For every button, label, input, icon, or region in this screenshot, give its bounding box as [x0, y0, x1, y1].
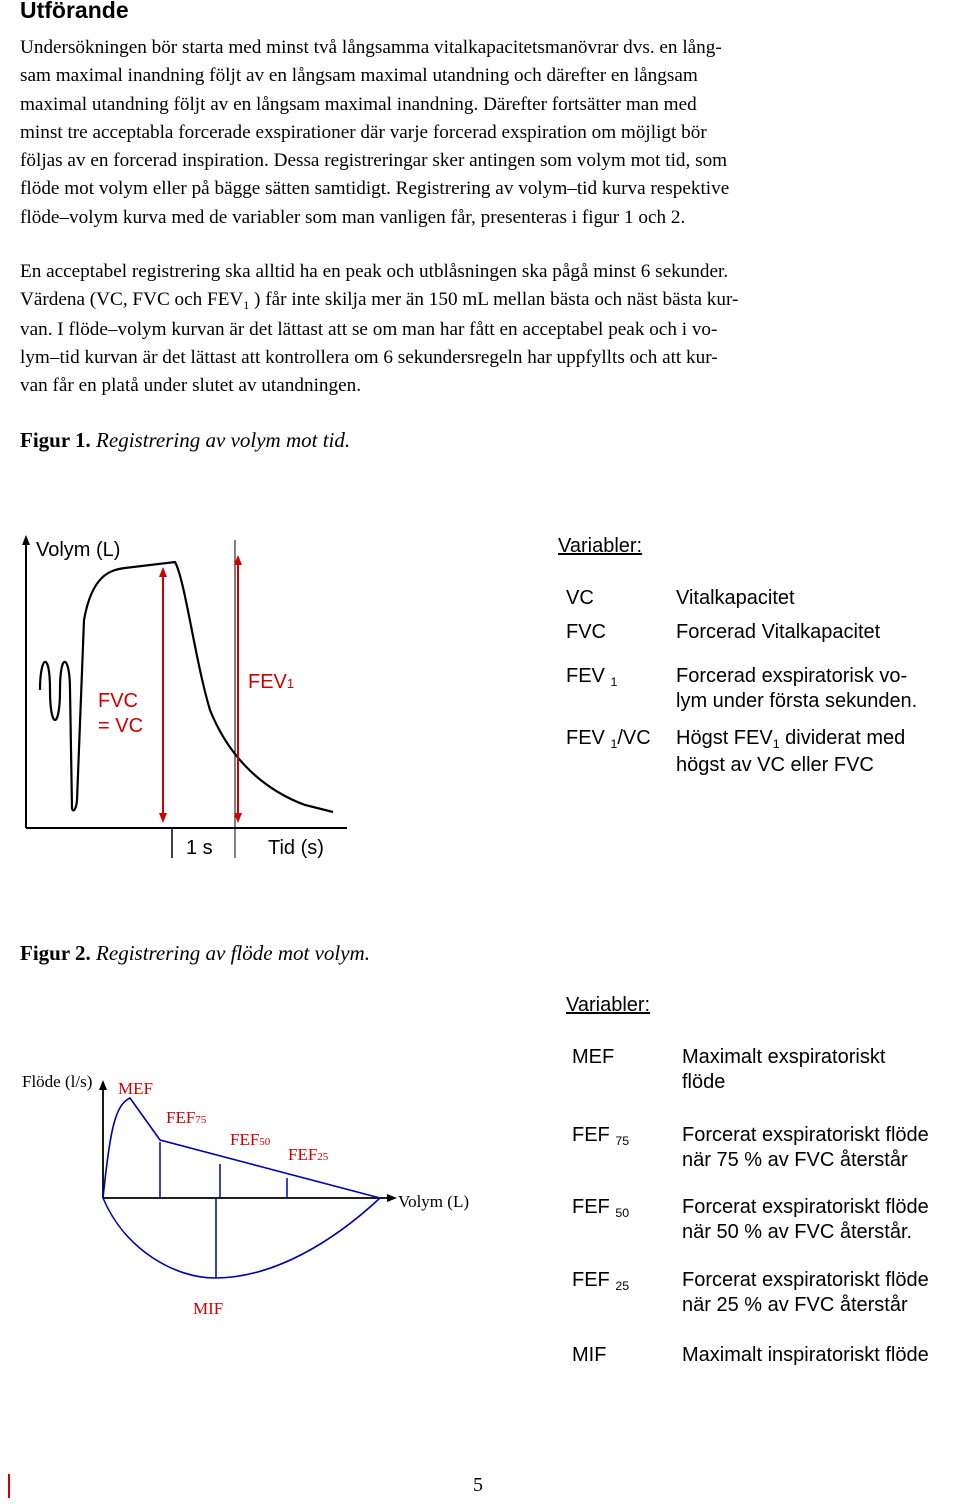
fev1-label	[248, 671, 294, 694]
subscript: 1	[610, 737, 618, 752]
fef75-label	[166, 1108, 206, 1128]
subscript: 1	[286, 676, 295, 691]
fig2-y-axis-label: Flöde (l/s)	[22, 1072, 93, 1091]
fef-text: FEF	[166, 1108, 196, 1127]
paragraph-line: minst tre acceptabla forcerade exspirationer där varje forcerad exspiration om möjligt bör	[20, 121, 707, 143]
margin-mark	[8, 1474, 10, 1498]
subscript: 25	[317, 1151, 329, 1163]
fvc-label-line: FVC	[98, 690, 138, 712]
fef25-label	[288, 1145, 328, 1165]
term-text: FEV	[566, 665, 611, 687]
mif-label: MIF	[193, 1299, 224, 1318]
definition-line: när 25 % av FVC återstår	[682, 1294, 908, 1316]
variable-term	[572, 1195, 629, 1222]
variable-definition	[682, 1268, 929, 1318]
subscript: 1	[610, 675, 618, 690]
paragraph-line: flöde mot volym eller på bägge sätten samtidigt. Registrering av volym–tid kurva respektive	[20, 178, 730, 200]
paragraph-line: lym–tid kurvan är det lättast att kontrollera om 6 sekundersregeln har uppfyllts och att kur-	[20, 346, 718, 368]
variable-term	[566, 726, 651, 753]
figure-caption-text: Registrering av volym mot tid.	[96, 428, 351, 452]
definition-line: Forcerat exspiratoriskt flöde	[682, 1196, 929, 1218]
definition-text: dividerat med	[779, 727, 906, 749]
variable-definition: Maximalt inspiratoriskt flöde	[682, 1344, 929, 1366]
fvc-equals-vc-label	[98, 689, 143, 739]
paragraph-line: van. I flöde–volym kurvan är det lättast att se om man har fått en acceptabel peak och i vo-	[20, 318, 718, 340]
figure-2-caption	[20, 941, 370, 966]
paragraph-line: En acceptabel registrering ska alltid ha en peak och utblåsningen ska pågå minst 6 sekunder.	[20, 261, 729, 282]
definition-line: högst av VC eller FVC	[676, 754, 874, 776]
fev-text: FEV	[248, 671, 287, 693]
definition-line: Forcerat exspiratoriskt flöde	[682, 1269, 929, 1291]
variable-definition	[682, 1123, 929, 1173]
definition-line	[676, 726, 905, 753]
definition-line: Maximalt exspiratoriskt	[682, 1046, 886, 1068]
variable-definition	[682, 1195, 929, 1245]
variable-definition: Forcerad Vitalkapacitet	[676, 621, 881, 643]
mef-label: MEF	[118, 1079, 153, 1098]
fig2-x-axis-label: Volym (L)	[398, 1192, 469, 1211]
term-text: FEV	[566, 727, 611, 749]
figure-caption-text: Registrering av flöde mot volym.	[96, 941, 370, 965]
variable-term: MIF	[572, 1344, 607, 1366]
definition-line: när 50 % av FVC återstår.	[682, 1221, 913, 1243]
paragraph-line: maximal utandning följt av en långsam maximal inandning. Därefter fortsätter man med	[20, 93, 697, 115]
definition-line: Forcerat exspiratoriskt flöde	[682, 1124, 929, 1146]
variable-term: MEF	[572, 1046, 615, 1068]
variable-term	[572, 1268, 629, 1295]
definition-line: lym under första sekunden.	[676, 690, 918, 712]
subscript: 1	[772, 737, 780, 752]
paragraph-line: sam maximal inandning följt av en långsam maximal utandning och därefter en långsam	[20, 65, 698, 87]
variable-term: VC	[566, 587, 594, 609]
term-text: FEF	[572, 1124, 616, 1146]
paragraph-line: Undersökningen bör starta med minst två långsamma vitalkapacitetsmanövrar dvs. en lång-	[20, 37, 722, 58]
figure-label: Figur 1.	[20, 428, 91, 452]
variable-term	[566, 664, 617, 691]
variable-definition	[676, 664, 917, 714]
variable-definition	[682, 1045, 885, 1095]
page-number: 5	[473, 1474, 483, 1496]
subscript: 1	[243, 298, 250, 313]
fig1-variables-title: Variabler:	[558, 535, 643, 557]
fef-text: FEF	[230, 1130, 260, 1149]
figure-label: Figur 2.	[20, 941, 91, 965]
paragraph-line: följas av en forcerad inspiration. Dessa registreringar sker antingen som volym mot tid, som	[20, 150, 728, 172]
fef-text: FEF	[288, 1145, 318, 1164]
inspiratory-curve	[103, 1198, 380, 1278]
fig1-y-axis-label: Volym (L)	[36, 539, 121, 561]
fef50-label	[230, 1130, 270, 1150]
fig1-x-tick-label: 1 s	[186, 837, 213, 859]
subscript: 25	[615, 1279, 630, 1294]
text-run: Värdena (VC, FVC och FEV	[20, 289, 244, 311]
fig1-x-axis-label: Tid (s)	[268, 837, 324, 859]
variable-definition: Vitalkapacitet	[676, 587, 795, 609]
paragraph-line: flöde–volym kurva med de variabler som man vanligen får, presenteras i figur 1 och 2.	[20, 206, 686, 228]
fvc-label-line: = VC	[98, 715, 144, 737]
variable-term	[572, 1123, 629, 1150]
subscript: 50	[615, 1206, 630, 1221]
definition-line: flöde	[682, 1071, 726, 1093]
text-run: ) får inte skilja mer än 150 mL mellan bästa och näst bästa kur-	[249, 289, 739, 311]
definition-line: när 75 % av FVC återstår	[682, 1149, 908, 1171]
subscript: 50	[259, 1136, 271, 1148]
variable-term: FVC	[566, 621, 606, 643]
paragraph-line: van får en platå under slutet av utandningen.	[20, 375, 361, 397]
section-heading: Utförande	[20, 0, 129, 23]
subscript: 75	[195, 1114, 207, 1126]
term-text: FEF	[572, 1196, 616, 1218]
variable-definition	[676, 726, 905, 778]
term-suffix: /VC	[617, 727, 651, 749]
fig2-variables-title: Variabler:	[566, 994, 651, 1016]
definition-text: Högst FEV	[676, 727, 773, 749]
subscript: 75	[615, 1134, 630, 1149]
term-text: FEF	[572, 1269, 616, 1291]
definition-line: Forcerad exspiratorisk vo-	[676, 665, 908, 687]
